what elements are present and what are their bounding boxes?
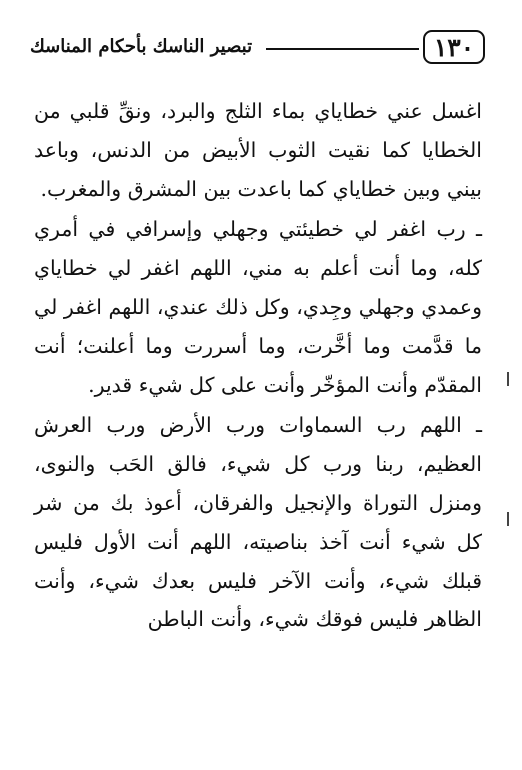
paragraph: اغسل عني خطاياي بماء الثلج والبرد، ونقِّ قلبي من الخطايا كما نقيت الثوب الأبيض من الدنس، وباعد بيني وبين خطاياي كما باعدت بين المشرق والمغرب. <box>34 99 482 201</box>
header-rule <box>266 48 419 50</box>
page-edge-mark <box>507 512 509 526</box>
page-body <box>34 92 482 639</box>
page-edge-mark <box>507 372 509 386</box>
page-number: ١٣٠ <box>433 32 475 62</box>
page-header <box>30 28 485 68</box>
paragraph: ـ اللهم رب السماوات ورب الأرض ورب العرش العظيم، ربنا ورب كل شيء، فالق الحَب والنوى، ومنزل التوراة والإنجيل والفرقان، أعوذ بك من شر كل شيء أنت آخذ بناصيته، اللهم أنت الأول فليس قبلك شيء، وأنت الآخر فليس بعدك شيء، وأنت الظاهر فليس فوقك شيء، وأنت الباطن <box>34 413 482 632</box>
book-title: تبصير الناسك بأحكام المناسك <box>30 36 253 57</box>
paragraph: ـ رب اغفر لي خطيئتي وجهلي وإسرافي في أمري كله، وما أنت أعلم به مني، اللهم اغفر لي خطاياي وعمدي وجهلي وجِدي، وكل ذلك عندي، اللهم اغفر لي ما قدَّمت وما أخَّرت، وما أسررت وما أعلنت؛ أنت المقدّم وأنت المؤخّر وأنت على كل شيء قدير. <box>34 217 482 397</box>
page-number-box <box>423 30 485 64</box>
